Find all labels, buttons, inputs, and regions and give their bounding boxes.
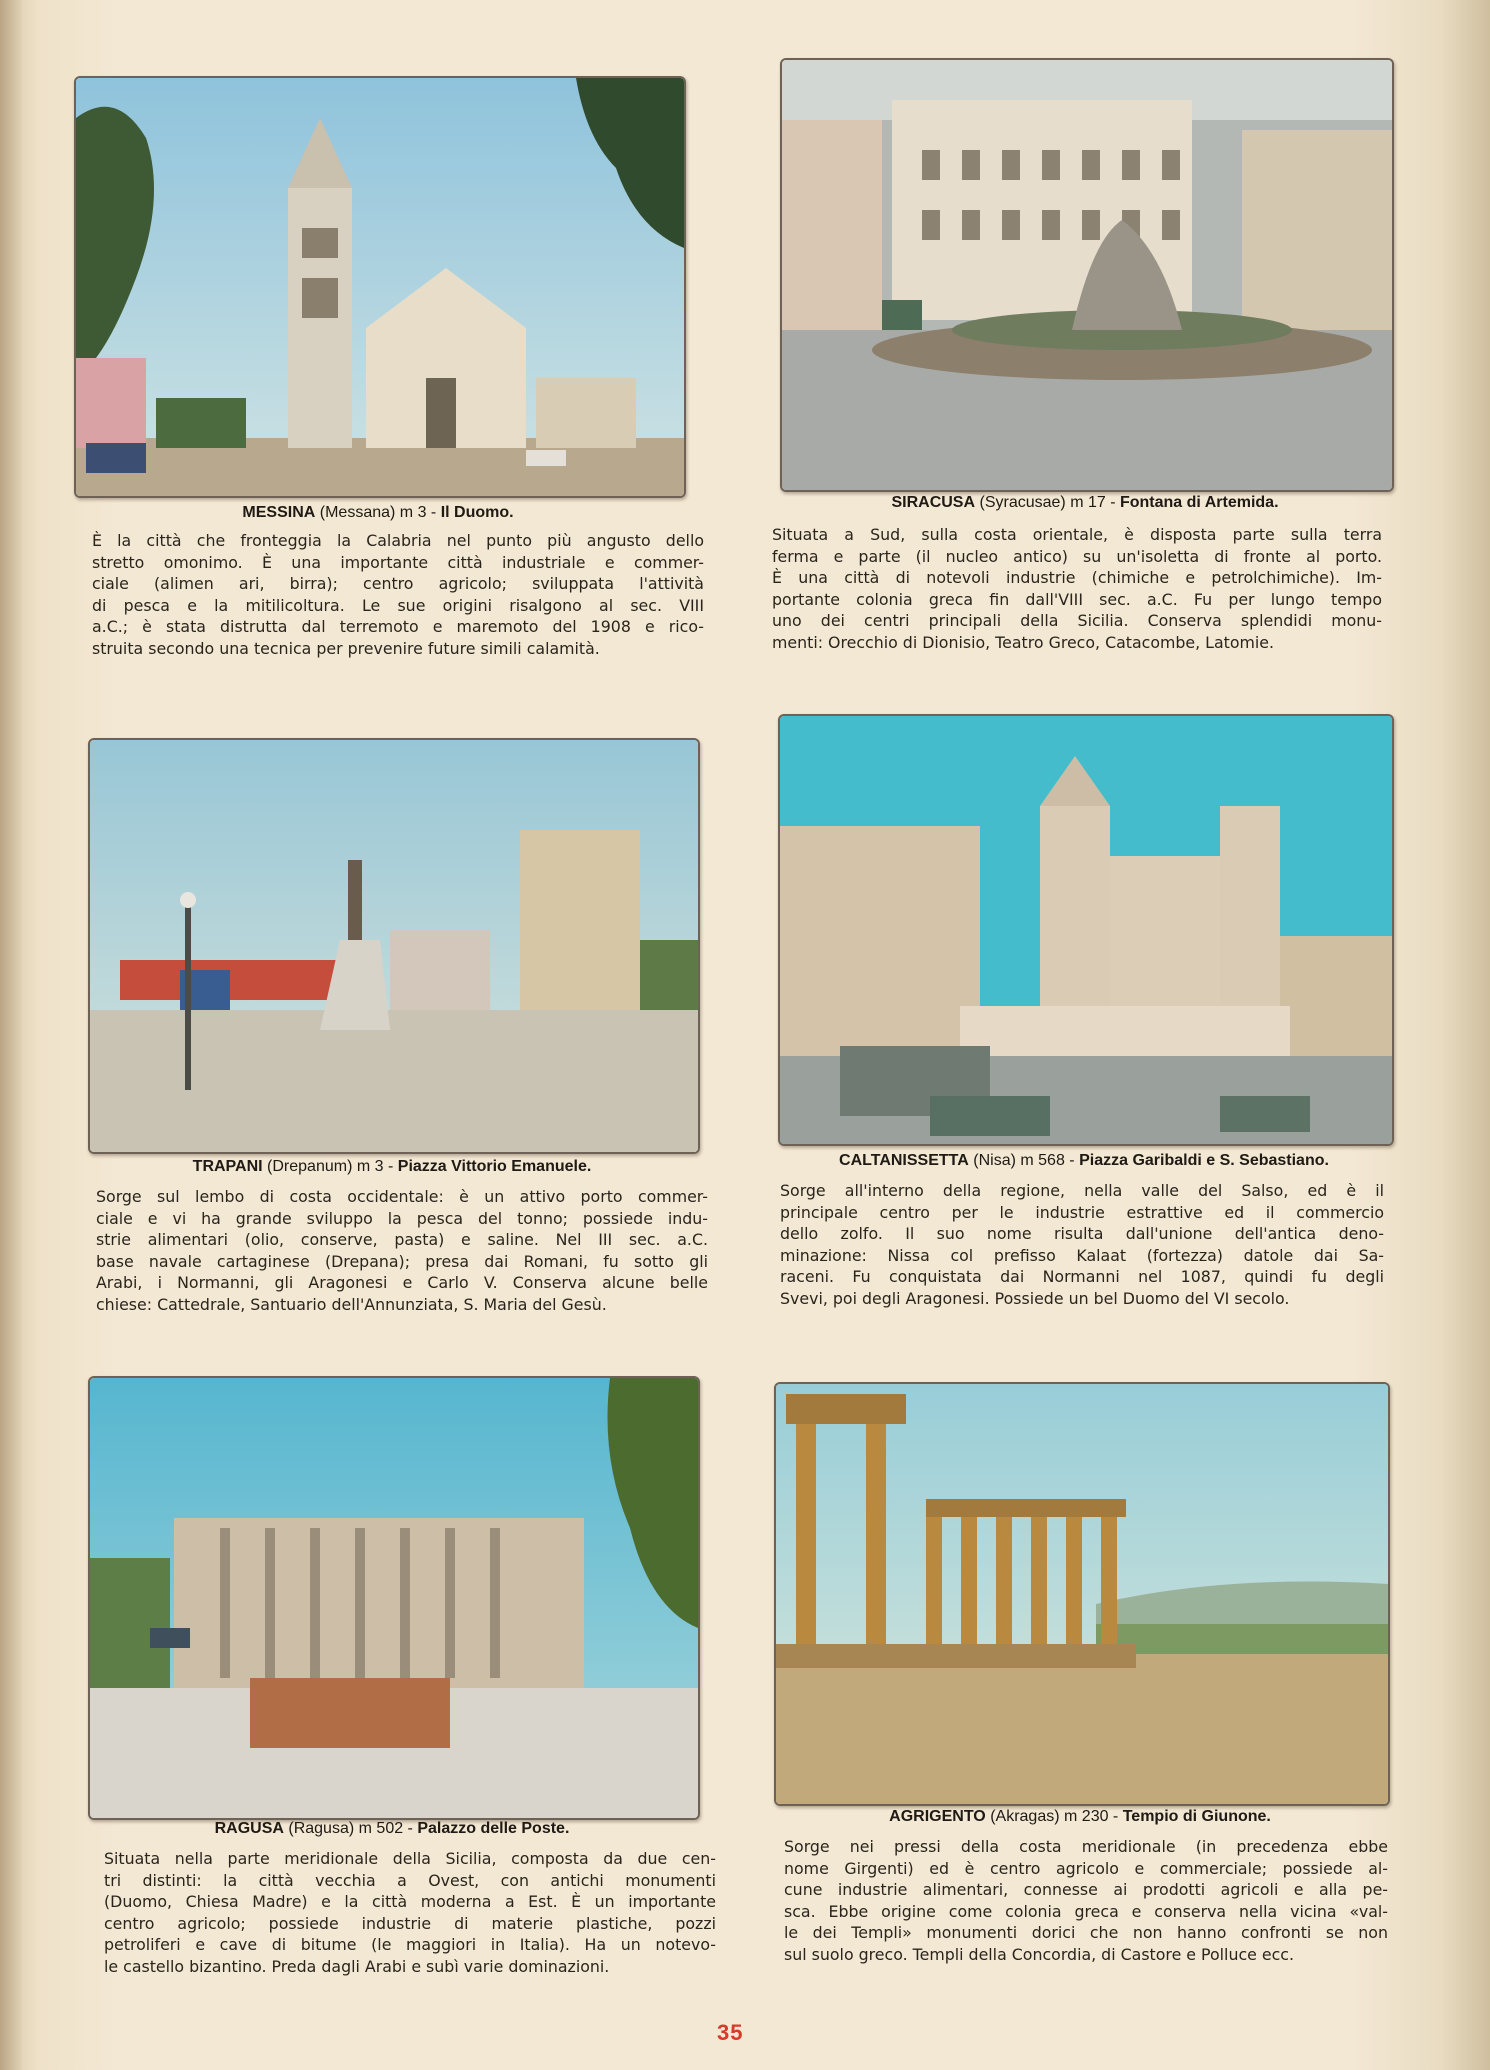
photo-siracusa-fontana <box>780 58 1394 492</box>
caption-caltanissetta: CALTANISSETTA (Nisa) m 568 - Piazza Garibaldi e S. Sebastiano. <box>839 1152 1329 1169</box>
description-caltanissetta: Sorge all'interno della regione, nella valle del Salso, ed è il principale centro per le industrie estrattive ed il commercio dello zolfo. Il suo nome risulta dall'unione dell'antica deno- minazione: Nissa col prefisso Kalaat (fortezza) datole dai Sa- raceni. Fu conquistata dai Normanni nel 1087, quindi fu degli Svevi, poi degli Aragonesi. Possiede un bel Duomo del VI secolo. <box>780 1181 1384 1308</box>
caption-agrigento: AGRIGENTO (Akragas) m 230 - Tempio di Giunone. <box>889 1808 1271 1825</box>
caption-messina: MESSINA (Messana) m 3 - Il Duomo. <box>242 504 514 521</box>
page-number: 35 <box>717 2020 744 2045</box>
photo-caltanissetta-piazza <box>778 714 1394 1146</box>
description-trapani: Sorge sul lembo di costa occidentale: è un attivo porto commer- ciale e vi ha grande sviluppo la pesca del tonno; possiede indu- strie alimentari (olio, conserve, pasta) e saline. Nel III sec. a.C. base navale cartaginese (Drepana); presa dai Romani, fu sotto gli Arabi, i Normanni, gli Aragonesi e Carlo V. Conserva alcune belle chiese: Cattedrale, Santuario dell'Annunziata, S. Maria del Gesù. <box>96 1187 708 1314</box>
caption-trapani: TRAPANI (Drepanum) m 3 - Piazza Vittorio Emanuele. <box>192 1158 592 1175</box>
photo-messina-duomo <box>74 76 686 498</box>
description-agrigento: Sorge nei pressi della costa meridionale (in precedenza ebbe nome Girgenti) ed è centro agricolo e commerciale; possiede al- cune industrie alimentari, connesse ai prodotti agricoli e alla pe- sca. Ebbe origine come colonia greca e conserva nella vicina «val- le dei Templi» monumenti dorici che non hanno confronti se non sul suolo greco. Templi della Concordia, di Castore e Polluce ecc. <box>784 1837 1388 1964</box>
caption-siracusa: SIRACUSA (Syracusae) m 17 - Fontana di Artemida. <box>891 494 1279 511</box>
caption-ragusa: RAGUSA (Ragusa) m 502 - Palazzo delle Poste. <box>214 1820 570 1837</box>
description-siracusa: Situata a Sud, sulla costa orientale, è disposta parte sulla terra ferma e parte (il nucleo antico) su un'isoletta di fronte al porto. È una città di notevoli industrie (chimiche e petrolchimiche). Im- portante colonia greca fin dall'VIII sec. a.C. Fu per lungo tempo uno dei centri principali della Sicilia. Conserva splendidi monu- menti: Orecchio di Dionisio, Teatro Greco, Catacombe, Latomie. <box>772 525 1382 652</box>
binding-fold <box>0 0 22 2070</box>
photo-agrigento-tempio <box>774 1382 1390 1806</box>
photo-trapani-piazza <box>88 738 700 1154</box>
description-messina: È la città che fronteggia la Calabria nel punto più angusto dello stretto omonimo. È una importante città industriale e commer- ciale (alimen ari, birra); centro agricolo; sviluppata l'attività di pesca e la mitilicoltura. Le sue origini risalgono al sec. VIII a.C.; è stata distrutta dal terremoto e maremoto del 1908 e rico- struita secondo una tecnica per prevenire future simili calamità. <box>92 531 704 658</box>
description-ragusa: Situata nella parte meridionale della Sicilia, composta da due cen- tri distinti: la città vecchia a Ovest, con antichi monumenti (Duomo, Chiesa Madre) e la città moderna a Est. È un importante centro agricolo; possiede industrie di materie plastiche, pozzi petroliferi e cave di bitume (le maggiori in Italia). Ha un notevo- le castello bizantino. Preda dagli Arabi e subì varie dominazioni. <box>104 1849 716 1976</box>
photo-ragusa-poste <box>88 1376 700 1820</box>
